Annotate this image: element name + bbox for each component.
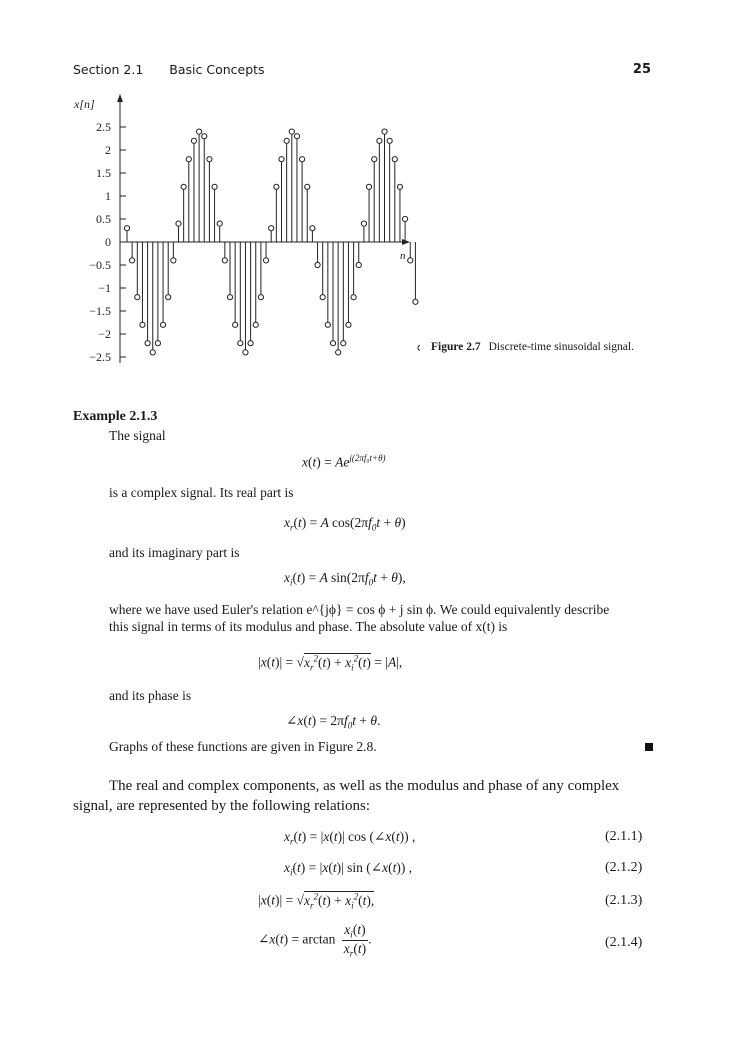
- eq-number-2-1-2: (2.1.2): [605, 860, 643, 875]
- stem-marker: [171, 258, 176, 263]
- equation-2-1-3: $|x(t)| = √x_r^2(t) + x_i^2(t)$,: [258, 891, 375, 911]
- stem-marker: [382, 129, 387, 134]
- y-tick-label: 2.5: [96, 120, 111, 134]
- stem-marker: [197, 129, 202, 134]
- eq-number-2-1-3: (2.1.3): [605, 893, 643, 908]
- y-tick-label: 0: [105, 235, 111, 249]
- eq-number-2-1-1: (2.1.1): [605, 829, 643, 844]
- eq-signal-text: x: [302, 454, 308, 470]
- stem-marker: [166, 295, 171, 300]
- y-axis-label: x[n]: [74, 97, 95, 111]
- stem-marker: [279, 157, 284, 162]
- stem-marker: [248, 341, 253, 346]
- stem-marker: [124, 226, 129, 231]
- euler-line-1: where we have used Euler's relation e^{jϕ} = cos ϕ + j sin ϕ. We could equivalently describe: [109, 602, 610, 617]
- stem-marker: [325, 322, 330, 327]
- eq-number-2-1-4: (2.1.4): [605, 935, 643, 950]
- stem-marker: [418, 345, 420, 350]
- stem-marker: [392, 157, 397, 162]
- stem-marker: [253, 322, 258, 327]
- y-tick-label: −2: [98, 327, 111, 341]
- section-label: Section 2.1: [73, 62, 144, 77]
- complex-line: is a complex signal. Its real part is: [109, 485, 294, 500]
- y-tick-label: −0.5: [89, 258, 111, 272]
- stem-marker: [258, 295, 263, 300]
- stem-marker: [274, 184, 279, 189]
- stem-marker: [310, 226, 315, 231]
- x-axis-arrow: [402, 239, 410, 245]
- euler-line-2: this signal in terms of its modulus and phase. The absolute value of x(t) is: [109, 619, 508, 634]
- y-tick-label: −1.5: [89, 304, 111, 318]
- stem-marker: [186, 157, 191, 162]
- equation-2-1-2: $x_i(t) = |x(t)|$ sin (∠x(t)) ,: [284, 860, 413, 878]
- equation-modulus: $|x(t)| = √x_r^2(t) + x_i^2(t) = |A|$,: [258, 653, 403, 673]
- stem-marker: [413, 299, 418, 304]
- stem-marker: [289, 129, 294, 134]
- y-tick-label: 1: [105, 189, 111, 203]
- equation-imag: $x_i(t) = A$ $\sin(2\pi f_0t + \theta)$,: [284, 570, 406, 588]
- stem-marker: [150, 350, 155, 355]
- figure-caption: [431, 340, 661, 355]
- relations-paragraph: [73, 776, 658, 816]
- stem-marker: [263, 258, 268, 263]
- example-intro: The signal: [109, 428, 166, 443]
- stem-marker: [135, 295, 140, 300]
- equation-2-1-1: $x_r(t) = |x(t)|$ cos (∠x(t)) ,: [284, 829, 416, 847]
- stem-marker: [351, 295, 356, 300]
- stem-marker: [227, 295, 232, 300]
- stem-marker: [336, 350, 341, 355]
- equation-signal: $x(t) = Ae^{j(2\pi f_0t+\theta)}$: [302, 453, 386, 470]
- y-axis-arrow: [117, 94, 123, 102]
- stem-marker: [315, 262, 320, 267]
- stem-marker: [222, 258, 227, 263]
- y-tick-label: 0.5: [96, 212, 111, 226]
- graphs-line: Graphs of these functions are given in Figure 2.8.: [109, 739, 377, 754]
- eq-signal-exponent: j(2πf₀t+θ): [349, 453, 386, 463]
- stem-marker: [356, 262, 361, 267]
- y-tick-label: −1: [98, 281, 111, 295]
- stem-marker: [202, 134, 207, 139]
- stem-marker: [176, 221, 181, 226]
- stem-marker: [284, 138, 289, 143]
- section-title: Basic Concepts: [169, 62, 265, 77]
- stem-marker: [140, 322, 145, 327]
- paragraph-line-1: The real and complex components, as well as the modulus and phase of any complex: [109, 778, 620, 794]
- y-tick-label: −2.5: [89, 350, 111, 364]
- stem-marker: [305, 184, 310, 189]
- stem-marker: [403, 216, 408, 221]
- stem-marker: [155, 341, 160, 346]
- paragraph-line-2: signal, are represented by the following relations:: [73, 798, 370, 814]
- imag-line: and its imaginary part is: [109, 545, 240, 560]
- stem-marker: [387, 138, 392, 143]
- equation-2-1-4: ∠x(t) = arctan $\frac{x_i(t)}{x_r(t)}$ .: [258, 922, 372, 959]
- page-number: 25: [632, 62, 651, 77]
- stem-marker: [191, 138, 196, 143]
- stem-marker: [243, 350, 248, 355]
- stem-marker: [233, 322, 238, 327]
- stem-marker: [207, 157, 212, 162]
- stem-marker: [346, 322, 351, 327]
- stem-marker: [212, 184, 217, 189]
- stem-marker: [181, 184, 186, 189]
- stem-marker: [366, 184, 371, 189]
- figure-label: Figure 2.7: [431, 341, 481, 353]
- euler-paragraph: [109, 601, 654, 635]
- stem-marker: [217, 221, 222, 226]
- end-of-example-mark: [645, 743, 653, 751]
- y-tick-label: 1.5: [96, 166, 111, 180]
- stem-chart: [60, 92, 420, 374]
- running-header: [73, 62, 265, 77]
- figure-caption-text: Discrete-time sinusoidal signal.: [488, 341, 634, 353]
- stem-marker: [397, 184, 402, 189]
- stem-marker: [269, 226, 274, 231]
- stem-marker: [160, 322, 165, 327]
- stem-marker: [377, 138, 382, 143]
- stem-marker: [361, 221, 366, 226]
- chart-axes: [73, 94, 410, 363]
- stem-marker: [300, 157, 305, 162]
- stem-marker: [408, 258, 413, 263]
- stem-marker: [372, 157, 377, 162]
- equation-phase: ∠x(t) = $2\pi f_0t + \theta$.: [286, 713, 381, 731]
- equation-real: $x_r(t) = A$ $\cos(2\pi f_0t + \theta)$: [284, 515, 406, 533]
- y-tick-label: 2: [105, 143, 111, 157]
- stem-marker: [341, 341, 346, 346]
- stem-marker: [145, 341, 150, 346]
- stem-marker: [294, 134, 299, 139]
- stem-marker: [320, 295, 325, 300]
- stem-marker: [238, 341, 243, 346]
- stem-marker: [130, 258, 135, 263]
- arctan-fraction: $\frac{x_i(t)}{x_r(t)}$: [343, 922, 367, 959]
- example-title: Example 2.1.3: [73, 409, 158, 424]
- phase-line: and its phase is: [109, 688, 192, 703]
- x-axis-label: n: [400, 250, 406, 262]
- stem-marker: [330, 341, 335, 346]
